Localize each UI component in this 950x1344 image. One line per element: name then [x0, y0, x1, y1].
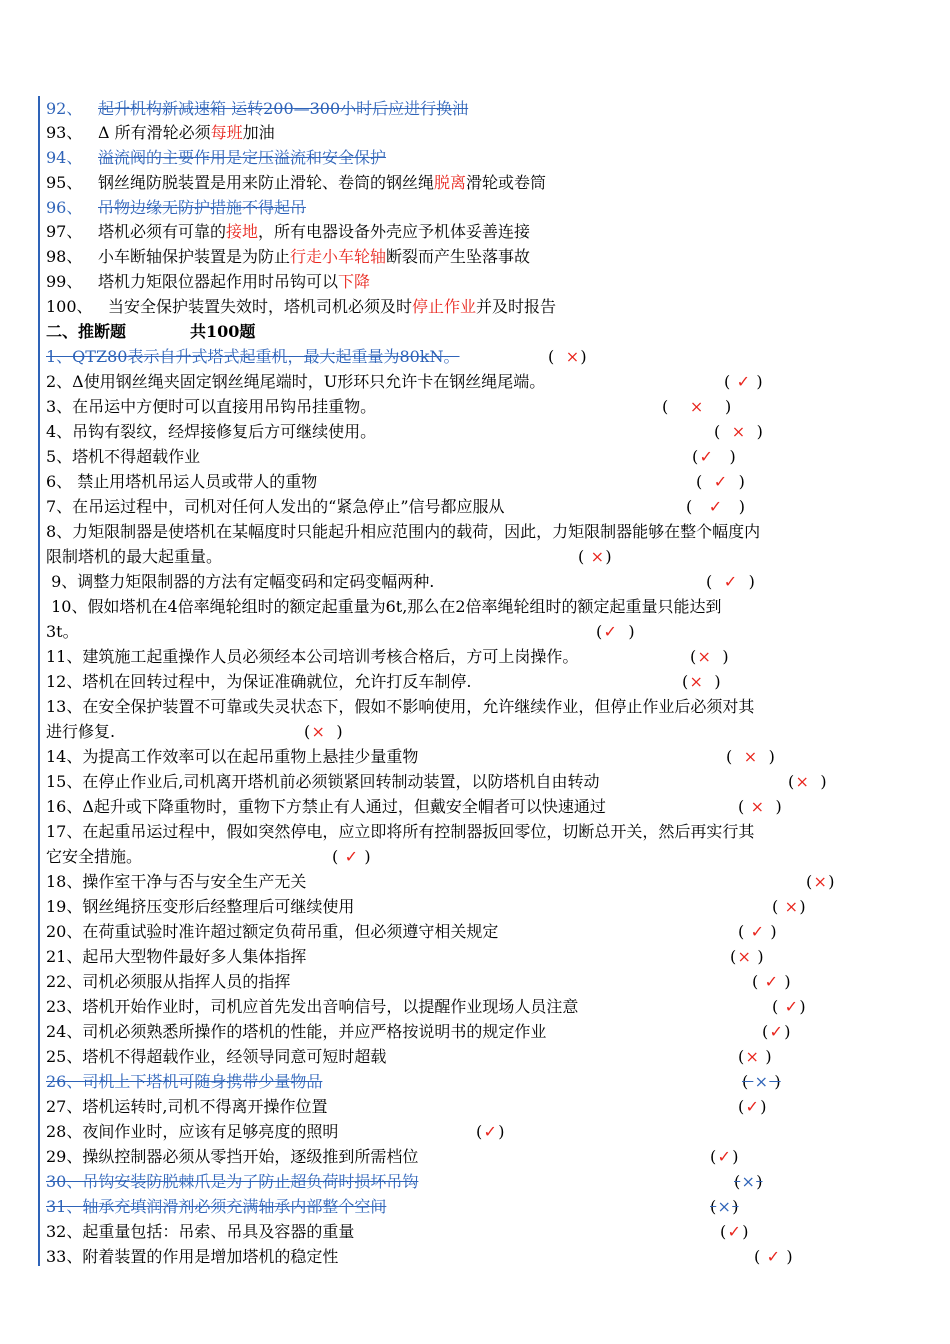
judgment-33: 33、附着装置的作用是增加塔机的稳定性 — [46, 1247, 339, 1266]
judgment-1-mark: ( ×) — [548, 347, 587, 366]
judgment-12: 12、塔机在回转过程中，为保证准确就位，允许打反车制停. — [46, 672, 472, 691]
judgment-5: 5、塔机不得超载作业 — [46, 447, 201, 466]
judgment-11: 11、建筑施工起重操作人员必须经本公司培训考核合格后，方可上岗操作。 — [46, 647, 579, 666]
fill-item-97: 97、 塔机必须有可靠的接地，所有电器设备外壳应予机体妥善连接 — [46, 222, 531, 241]
fill-item-96: 96、 吊物边缘无防护措施不得起吊 — [46, 198, 307, 217]
judgment-8-cont: 限制塔机的最大起重量。 — [46, 547, 223, 566]
judgment-6-mark: ( ✓ ) — [696, 472, 745, 491]
judgment-10-cont: 3t。 — [46, 622, 79, 641]
judgment-15-mark: (× ) — [788, 772, 827, 791]
judgment-28-mark: (✓) — [476, 1122, 505, 1141]
judgment-19-mark: ( ×) — [772, 897, 806, 916]
judgment-3-mark: ( × ) — [662, 397, 732, 416]
judgment-2: 2、Δ使用钢丝绳夹固定钢丝绳尾端时，U形环只允许卡在钢丝绳尾端。 — [46, 372, 546, 391]
fill-item-93: 93、 Δ 所有滑轮必须每班加油 — [46, 123, 275, 142]
judgment-10: 10、假如塔机在4倍率绳轮组时的额定起重量为6t,那么在2倍率绳轮组时的额定起重量只能达到 — [46, 597, 722, 616]
judgment-20: 20、在荷重试验时准许超过额定负荷吊重，但必须遵守相关规定 — [46, 922, 499, 941]
margin-bar — [38, 96, 40, 1266]
judgment-26-mark: ( × ) — [742, 1072, 781, 1091]
judgment-6: 6、 禁止用塔机吊运人员或带人的重物 — [46, 472, 318, 491]
fill-item-94: 94、 溢流阀的主要作用是定压溢流和安全保护 — [46, 148, 387, 167]
judgment-14-mark: ( × ) — [726, 747, 775, 766]
judgment-28: 28、夜间作业时，应该有足够亮度的照明 — [46, 1122, 339, 1141]
judgment-1: 1、QTZ80表示自升式塔式起重机，最大起重量为80kN。 — [46, 347, 460, 366]
judgment-12-mark: (× ) — [682, 672, 721, 691]
judgment-25-mark: (× ) — [738, 1047, 772, 1066]
judgment-29: 29、操纵控制器必须从零挡开始，逐级推到所需档位 — [46, 1147, 419, 1166]
judgment-13-mark: (× ) — [304, 722, 343, 741]
judgment-22: 22、司机必须服从指挥人员的指挥 — [46, 972, 291, 991]
fill-item-98: 98、 小车断轴保护装置是为防止行走小车轮轴断裂而产生坠落事故 — [46, 247, 531, 266]
judgment-15: 15、在停止作业后,司机离开塔机前必须锁紧回转制动装置，以防塔机自由转动 — [46, 772, 600, 791]
judgment-24: 24、司机必须熟悉所操作的塔机的性能，并应严格按说明书的规定作业 — [46, 1022, 547, 1041]
judgment-7-mark: ( ✓ ) — [686, 497, 745, 516]
judgment-24-mark: (✓) — [762, 1022, 791, 1041]
judgment-32: 32、起重量包括：吊索、吊具及容器的重量 — [46, 1222, 355, 1241]
judgment-17-mark: ( ✓ ) — [332, 847, 371, 866]
fill-item-92: 92、 起升机构新减速箱 运转200—300小时后应进行换油 — [46, 99, 469, 118]
fill-item-100: 100、 当安全保护装置失效时，塔机司机必须及时停止作业并及时报告 — [46, 297, 557, 316]
judgment-20-mark: ( ✓ ) — [738, 922, 777, 941]
judgment-11-mark: (× ) — [690, 647, 729, 666]
judgment-30: 30、吊钩安装防脱棘爪是为了防止超负荷时损坏吊钩 — [46, 1172, 419, 1191]
judgment-9: 9、调整力矩限制器的方法有定幅变码和定码变幅两种. — [46, 572, 435, 591]
judgment-8: 8、力矩限制器是使塔机在某幅度时只能起升相应范围内的载荷，因此，力矩限制器能够在整个幅度内 — [46, 522, 761, 541]
judgment-19: 19、钢丝绳挤压变形后经整理后可继续使用 — [46, 897, 355, 916]
fill-item-95: 95、 钢丝绳防脱装置是用来防止滑轮、卷筒的钢丝绳脱离滑轮或卷筒 — [46, 173, 547, 192]
judgment-29-mark: (✓) — [710, 1147, 739, 1166]
judgment-17-cont: 它安全措施。 — [46, 847, 143, 866]
judgment-18: 18、操作室干净与否与安全生产无关 — [46, 872, 307, 891]
judgment-10-mark: (✓ ) — [596, 622, 635, 641]
judgment-21-mark: (× ) — [730, 947, 764, 966]
section-heading: 二、推断题 共100题 — [46, 322, 256, 341]
fill-item-99: 99、 塔机力矩限位器起作用时吊钩可以下降 — [46, 272, 371, 291]
judgment-31: 31、轴承充填润滑剂必须充满轴承内部整个空间 — [46, 1197, 387, 1216]
judgment-7: 7、在吊运过程中，司机对任何人发出的“紧急停止”信号都应服从 — [46, 497, 505, 516]
judgment-4-mark: ( × ) — [714, 422, 763, 441]
judgment-25: 25、塔机不得超载作业，经领导同意可短时超载 — [46, 1047, 387, 1066]
judgment-9-mark: ( ✓ ) — [706, 572, 755, 591]
judgment-26: 26、司机上下塔机可随身携带少量物品 — [46, 1072, 323, 1091]
judgment-13: 13、在安全保护装置不可靠或失灵状态下，假如不影响使用，允许继续作业，但停止作业后必须对其 — [46, 697, 755, 716]
judgment-17: 17、在起重吊运过程中，假如突然停电，应立即将所有控制器扳回零位，切断总开关，然后再实行其 — [46, 822, 755, 841]
judgment-5-mark: (✓ ) — [692, 447, 736, 466]
judgment-14: 14、为提高工作效率可以在起吊重物上悬挂少量重物 — [46, 747, 419, 766]
judgment-21: 21、起吊大型物件最好多人集体指挥 — [46, 947, 307, 966]
judgment-16: 16、Δ起升或下降重物时，重物下方禁止有人通过，但戴安全帽者可以快速通过 — [46, 797, 606, 816]
judgment-23: 23、塔机开始作业时，司机应首先发出音响信号，以提醒作业现场人员注意 — [46, 997, 579, 1016]
judgment-33-mark: ( ✓ ) — [754, 1247, 793, 1266]
judgment-31-mark: (×) — [710, 1197, 739, 1216]
judgment-3: 3、在吊运中方便时可以直接用吊钩吊挂重物。 — [46, 397, 377, 416]
judgment-13-cont: 进行修复. — [46, 722, 116, 741]
judgment-30-mark: (×) — [734, 1172, 763, 1191]
judgment-23-mark: ( ✓) — [772, 997, 806, 1016]
judgment-16-mark: ( × ) — [738, 797, 782, 816]
judgment-27-mark: (✓) — [738, 1097, 767, 1116]
judgment-2-mark: ( ✓ ) — [724, 372, 763, 391]
judgment-22-mark: ( ✓ ) — [752, 972, 791, 991]
judgment-18-mark: (×) — [806, 872, 835, 891]
judgment-32-mark: (✓) — [720, 1222, 749, 1241]
judgment-4: 4、吊钩有裂纹，经焊接修复后方可继续使用。 — [46, 422, 377, 441]
judgment-27: 27、塔机运转时,司机不得离开操作位置 — [46, 1097, 328, 1116]
judgment-8-mark: ( ×) — [578, 547, 612, 566]
